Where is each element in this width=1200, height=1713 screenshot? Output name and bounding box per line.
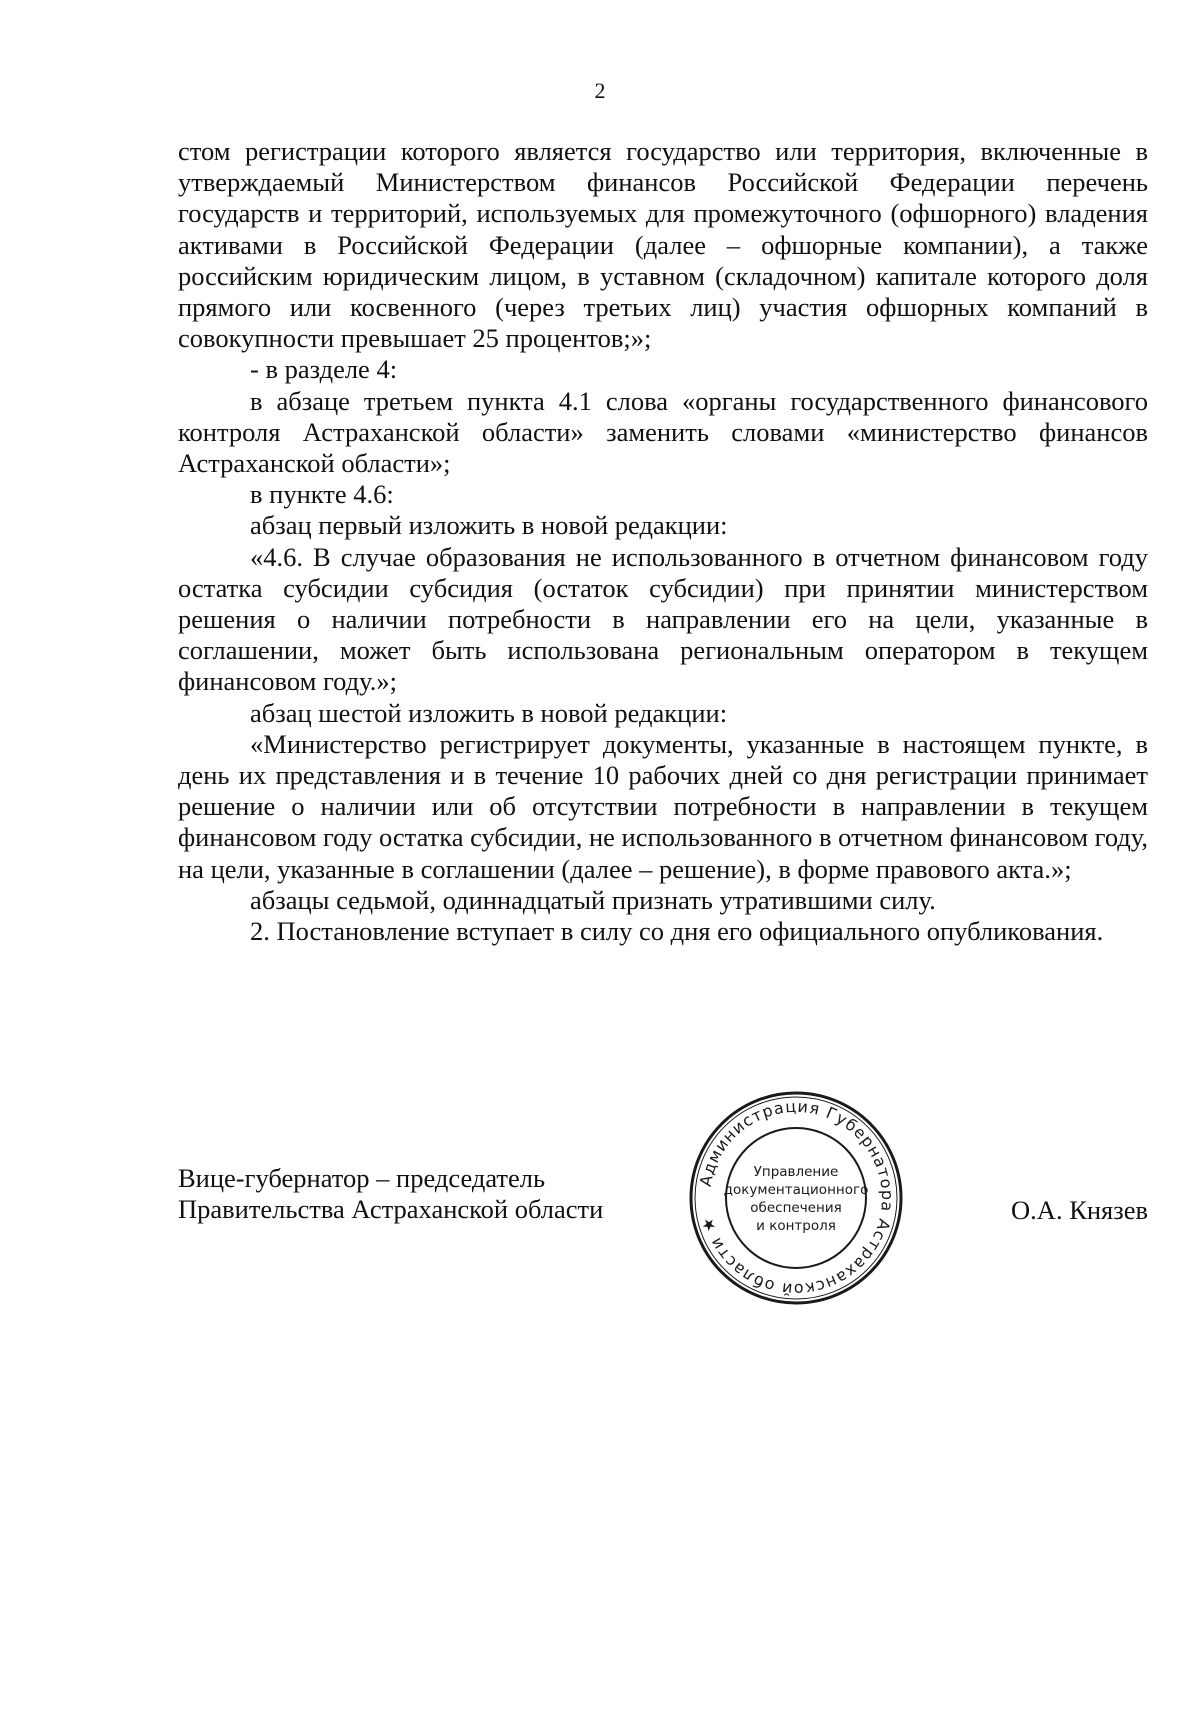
seal-center-line-2: документационного	[723, 1182, 869, 1198]
paragraph-first-abzac: абзац первый изложить в новой редакции:	[250, 510, 728, 541]
seal-center-line-4: и контроля	[756, 1218, 836, 1234]
document-body	[178, 136, 1148, 947]
paragraph-sixth-abzac: абзац шестой изложить в новой редакции:	[250, 697, 728, 728]
signatory-name: О.А. Князев	[1011, 1195, 1148, 1225]
paragraph-4-6-new-text: «4.6. В случае образования не использованного в отчетном финансовом году остатка субсидии субсидия (остаток субсидии) при принятии министерством решения о наличии потребности в направлении его на цели, указанные в соглашении, может быть использована региональным оператором в текущем финансовом году.»;	[178, 541, 1148, 697]
seal-ring-text: Администрация Губернатора Астраханской области ★	[695, 1096, 898, 1300]
paragraph-item-4-1: в абзаце третьем пункта 4.1 слова «органы государственного финансового контроля Астраханской области» заменить словами «министерство финансов Астраханской области»;	[178, 385, 1148, 479]
paragraph-ministry-registers: «Министерство регистрирует документы, указанные в настоящем пункте, в день их представления и в течение 10 рабочих дней со дня регистрации принимает решение о наличии или об отсутствии потребности в направлении в текущем финансовом году остатка субсидии, не использованного в отчетном финансовом году, на цели, указанные в соглашении (далее – решение), в форме правового акта.»;	[178, 728, 1149, 884]
signatory-title-line-1: Вице-губернатор – председатель	[178, 1163, 546, 1193]
paragraph-item-4-6: в пункте 4.6:	[250, 479, 394, 510]
paragraph-offshore-definition: стом регистрации которого является государство или территория, включенные в утверждаемый Министерством финансов Российской Федерации перечень государств и территорий, используемых для промежуточного (офшорного) владения активами в Российской Федерации (далее – офшорные компании), а также российским юридическим лицом, в уставном (складочном) капитале которого доля прямого или косвенного (через третьих лиц) участия офшорных компаний в совокупности превышает 25 процентов;»;	[178, 136, 1148, 354]
paragraph-void-abzacs: абзацы седьмой, одиннадцатый признать утратившими силу.	[250, 884, 936, 915]
paragraph-effective-date: 2. Постановление вступает в силу со дня его официального опубликования.	[250, 916, 1104, 947]
seal-center-line-1: Управление	[753, 1164, 839, 1180]
paragraph-section-4: - в разделе 4:	[250, 354, 398, 385]
official-seal	[686, 1088, 906, 1308]
signatory-title	[178, 1163, 603, 1225]
seal-center-line-3: обеспечения	[750, 1200, 842, 1216]
page-number: 2	[594, 78, 606, 103]
signatory-title-line-2: Правительства Астраханской области	[178, 1194, 604, 1224]
